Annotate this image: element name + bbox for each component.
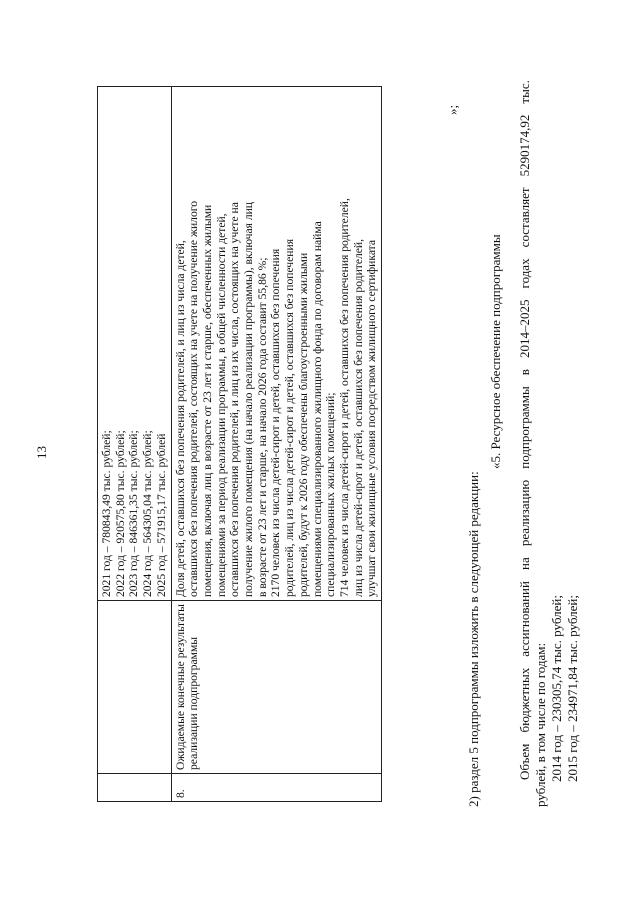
word: годах <box>517 258 532 289</box>
page-number: 13 <box>34 446 49 459</box>
word: тыс. <box>517 80 532 104</box>
label-line: реализации подпрограммы <box>187 636 201 770</box>
content-line: оставшихся без попечения родителей, состоящих на учете на получение жилого <box>187 200 201 598</box>
section-heading: «5. Ресурсное обеспечение подпрограммы <box>488 234 503 469</box>
content-line: Доля детей, оставшихся без попечения родителей, и лиц из числа детей, <box>173 240 187 598</box>
table-row <box>98 87 172 802</box>
quote-close: »; <box>445 104 460 115</box>
row-label-cell <box>98 601 172 774</box>
program-table <box>97 86 382 802</box>
word: Объем <box>517 743 532 780</box>
paragraph-year-line: 2015 год – 234971,84 тыс. рублей; <box>565 595 580 782</box>
content-line: 2170 человек из числа детей-сирот и детей, оставшихся без попечения <box>269 248 283 598</box>
table-row <box>171 87 382 802</box>
row-content-cell <box>171 87 382 601</box>
row-content-cell <box>98 87 172 601</box>
content-line: помещениями специализированного жилищного фонда по договорам найма <box>310 221 324 598</box>
content-line: улучшат свои жилищные условия посредством жилищного сертификата <box>365 239 379 598</box>
paragraph-budget <box>517 80 532 780</box>
word: реализацию <box>517 479 532 547</box>
content-line: 714 человек из числа детей-сирот и детей, оставшихся без попечения родителей, <box>337 198 351 598</box>
content-line: 2025 год – 571915,17 тыс. рублей <box>154 433 168 598</box>
word: бюджетных <box>517 667 532 733</box>
word: на <box>517 557 532 570</box>
content-line: родителей, будут к 2026 году обеспечены благоустроенными жилыми <box>296 252 310 598</box>
content-line: 2023 год – 846361,35 тыс. рублей; <box>127 430 141 598</box>
row-label-cell <box>171 601 382 774</box>
word: в <box>517 369 532 376</box>
content-line: получение жилого помещения (на начало реализации программы), включая лиц <box>242 201 256 598</box>
label-line: Ожидаемые конечные результаты <box>173 604 187 770</box>
word: ассигнований <box>517 581 532 657</box>
content-line: 2024 год – 564305,04 тыс. рублей; <box>141 430 155 598</box>
paragraph-amendment: 2) раздел 5 подпрограммы изложить в следующей редакции: <box>466 471 481 807</box>
paragraph-year-line: 2014 год – 230305,74 тыс. рублей; <box>549 595 564 782</box>
word: составляет <box>517 187 532 248</box>
word: 5290174,92 <box>517 114 532 177</box>
word: подпрограммы <box>517 386 532 469</box>
content-line: 2021 год – 780843,49 тыс. рублей; <box>100 430 113 598</box>
content-line: оставшихся без попечения родителей, и лиц из их числа, состоящих на учете на <box>228 202 242 598</box>
content-line: помещения, включая лиц в возрасте от 23 лет и старше, обеспеченных жилыми <box>200 204 214 598</box>
content-line: в возрасте от 23 лет и старше, на начало 2026 года составит 55,86 %; <box>255 257 269 598</box>
content-line: лиц из числа детей-сирот и детей, оставшихся без попечения родителей, <box>351 238 365 598</box>
row-number-cell: 8. <box>171 774 382 802</box>
row-number-cell <box>98 774 172 802</box>
content-line: специализированных жилых помещений; <box>324 392 338 598</box>
paragraph-line: рублей, в том числе по годам: <box>533 642 548 807</box>
content-line: помещениями за период реализации программы, в общей численности детей, <box>214 213 228 598</box>
content-line: родителей, лиц из числа детей-сирот и детей, оставшихся без попечения <box>283 238 297 598</box>
content-line: 2022 год – 920575,80 тыс. рублей; <box>113 430 127 598</box>
word: 2014–2025 <box>517 299 532 359</box>
